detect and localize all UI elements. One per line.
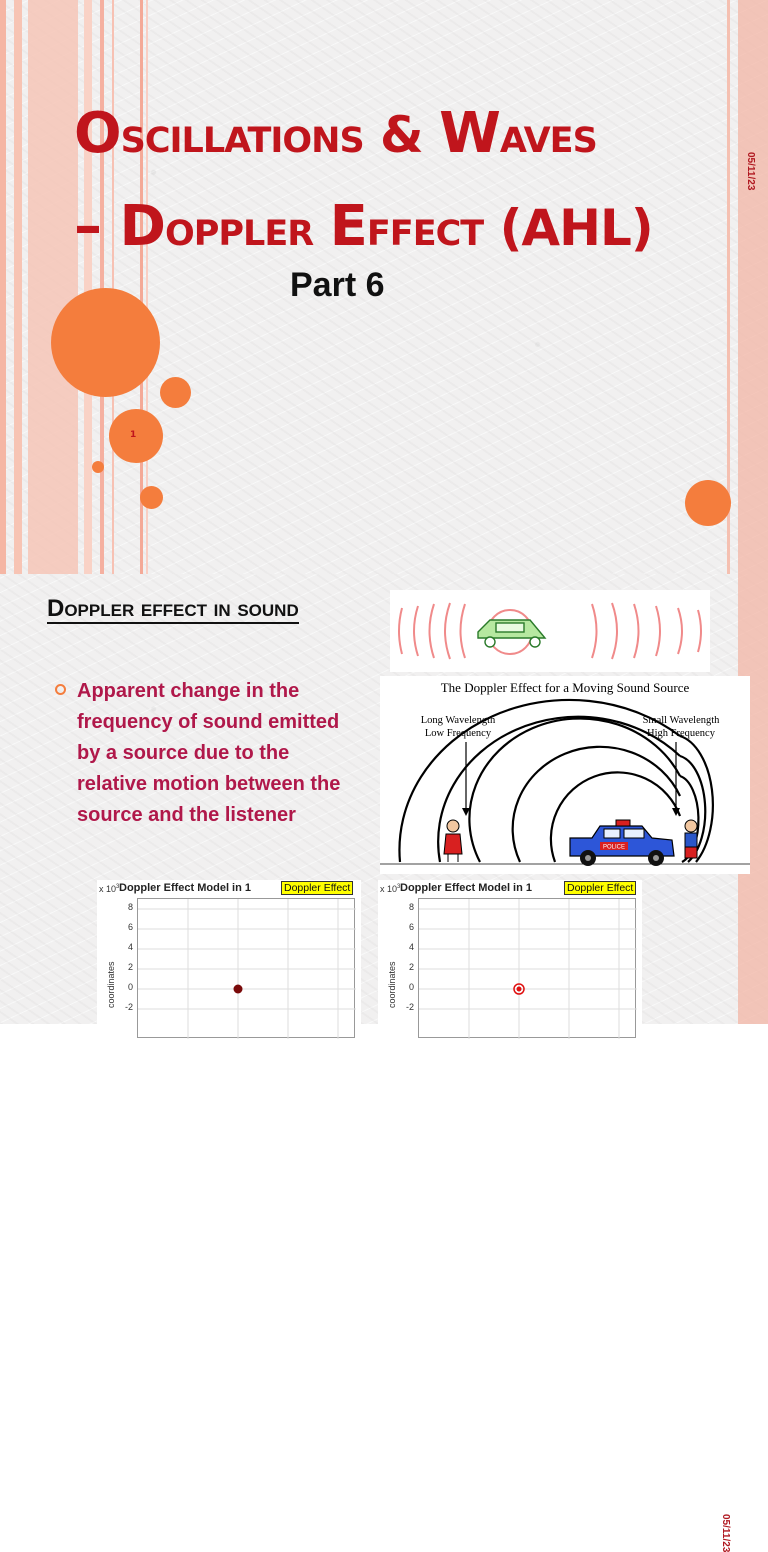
decor-stripe [0,0,6,574]
title-text: oppler [164,199,330,257]
title-line-2 [74,181,734,274]
title-text: aves [499,106,597,164]
plot-title: Doppler Effect Model in 1 [400,882,533,894]
y-tick-label: 0 [408,982,414,992]
slide-subtitle: Part 6 [290,266,385,304]
slide-number: 1 [130,430,137,440]
doppler-model-plot [97,880,361,1030]
title-line-1 [74,88,734,181]
plot-area [137,898,355,1038]
slide-title [74,88,734,274]
plot-badge: Doppler Effect [281,881,353,895]
decor-circle [51,288,160,397]
y-tick-label: 0 [127,982,133,992]
plot-area [418,898,636,1038]
exponent-base: x 10 [380,884,398,894]
plot-badge: Doppler Effect [564,881,636,895]
title-initial: – D [74,194,165,259]
content-slide [0,574,768,1552]
source-point [517,987,522,992]
slide-heading [47,584,327,634]
title-text: ffect (AHL) [366,199,653,257]
title-initial: E [329,194,367,259]
decor-stripe [112,0,114,574]
plot-title: Doppler Effect Model in 1 [119,882,252,894]
decor-stripe [100,0,104,574]
plot-grid [138,899,356,1039]
y-tick-label: 8 [127,902,133,912]
car-label: POLICE [602,844,626,851]
diagram-label: Small Wavelength [642,715,720,726]
diagram-title: The Doppler Effect for a Moving Sound Source [440,680,690,695]
axis-exponent [380,884,400,894]
bullet-item [55,676,345,831]
diagram-label: High Frequency [647,728,715,739]
y-tick-label: -2 [124,1002,133,1012]
decor-circle [92,461,104,473]
decor-stripe [84,0,92,574]
y-tick-label: 8 [408,902,414,912]
decor-stripe [14,0,22,574]
decor-stripe-right [738,0,768,574]
slide-date: 05/11/23 [720,1514,731,1552]
title-initial: O [74,101,121,166]
decor-circle [685,480,731,526]
bullet-circle-icon [55,684,66,695]
decor-circle [140,486,163,509]
wavefronts-diagram-icon [380,676,750,874]
y-tick-label: 4 [127,942,133,952]
doppler-model-plot [378,880,642,1030]
source-point [234,985,243,994]
y-axis-label: coordinates [106,961,116,1008]
title-slide [0,0,768,574]
slide-date: 05/11/23 [745,152,756,191]
exponent-base: x 10 [99,884,117,894]
y-tick-label: 2 [127,962,133,972]
decor-stripe [140,0,143,574]
y-axis-label: coordinates [387,961,397,1008]
wave-animation-image [390,590,710,672]
heading-text: Doppler effect in sound [47,595,299,622]
y-tick-label: -2 [405,1002,414,1012]
sound-waves-car-icon [390,590,710,672]
plot-grid [419,899,637,1039]
exponent-power: 3 [397,884,401,890]
y-tick-label: 2 [408,962,414,972]
y-tick-label: 6 [127,922,133,932]
bullet-text: Apparent change in the frequency of sound emitted by a source due to the relative motion between the source and the listener [77,680,341,826]
diagram-label: Low Frequency [424,728,492,739]
y-tick-label: 4 [408,942,414,952]
diagram-label: Long Wavelength [420,715,496,726]
y-tick-label: 6 [408,922,414,932]
decor-circle [160,377,191,408]
exponent-power: 3 [116,884,120,890]
decor-stripe-right [727,0,730,574]
title-initial: W [439,101,500,166]
title-text: scillations & [120,106,440,164]
decor-stripe [28,0,78,574]
axis-exponent [99,884,119,894]
doppler-diagram [380,676,750,874]
